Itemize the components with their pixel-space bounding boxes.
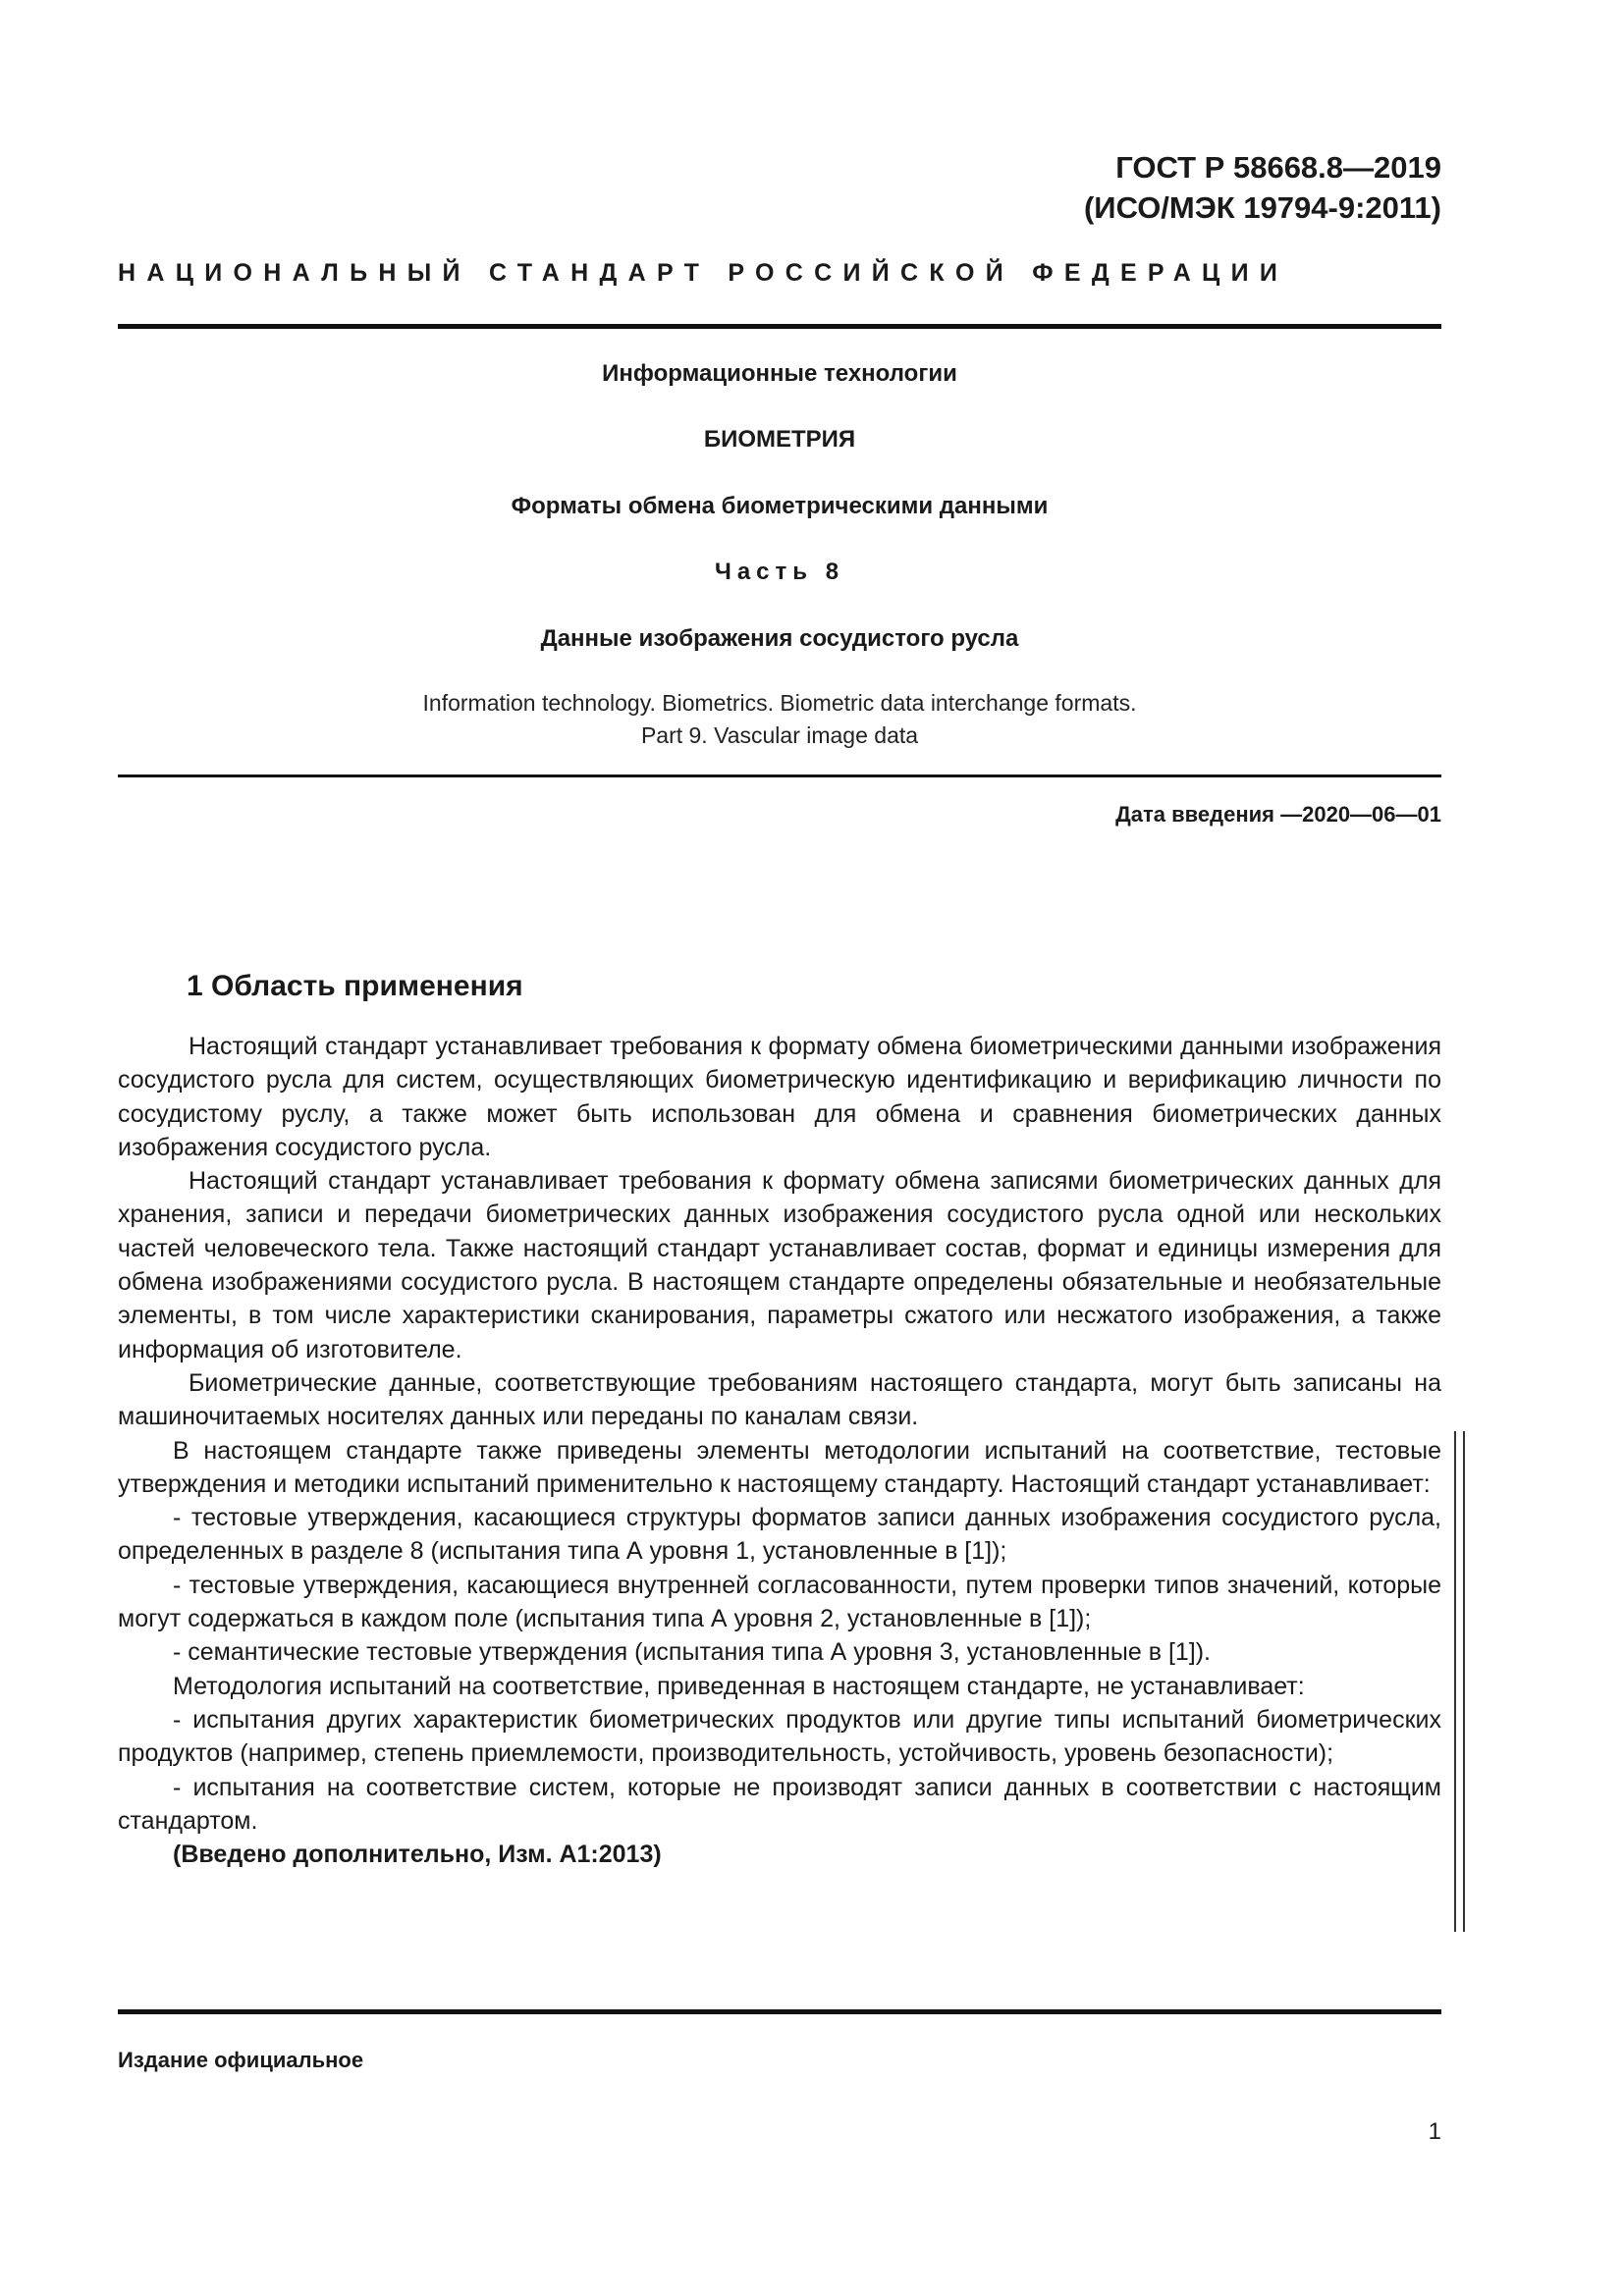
amendment-note: (Введено дополнительно, Изм. А1:2013) [173,1841,662,1869]
standard-number: ГОСТ Р 58668.8—2019 [1115,150,1441,185]
english-title-line-2: Part 9. Vascular image data [640,722,919,748]
title-formats: Форматы обмена биометрическими данными [511,493,1049,519]
section-heading: 1 Область применения [187,970,523,1002]
english-title [118,687,1441,752]
paragraph: Биометрические данные, соответствующие требованиям настоящего стандарта, могут быть записаны на машиночитаемых носителях данных или переданы по каналам связи. [118,1368,1441,1431]
page-number: 1 [1428,2118,1441,2145]
footer-divider [118,2009,1441,2014]
title-vascular: Данные изображения сосудистого русла [540,625,1019,652]
amendment-change-bar [1454,1431,1465,1932]
list-item: - семантические тестовые утверждения (испытания типа А уровня 3, установленные в [1]). [173,1638,1212,1667]
title-divider [118,774,1441,777]
standard-number-block [852,147,1441,228]
iso-reference: (ИСО/МЭК 19794-9:2011) [1083,190,1441,225]
list-item: - испытания других характеристик биометрических продуктов или другие типы испытаний биометрических продуктов (например, степень приемлемости, производительность, устойчивость, уровень безопасности); [118,1705,1441,1768]
paragraph: В настоящем стандарте также приведены элементы методологии испытаний на соответствие, тестовые утверждения и методики испытаний применительно к настоящему стандарту. Настоящий стандарт устанавливает: [118,1436,1441,1498]
list-item: - испытания на соответствие систем, которые не производят записи данных в соответствии с настоящим стандартом. [118,1773,1441,1835]
paragraph: Настоящий стандарт устанавливает требования к формату обмена записями биометрических данных для хранения, записи и передачи биометрических данных изображения сосудистого русла одной или нескольких частей человеческого тела. Также настоящий стандарт устанавливает состав, формат и единицы измерения для обмена изображениями сосудистого русла. В настоящем стандарте определены обязательные и необязательные элементы, в том числе характеристики сканирования, параметры сжатого или несжатого изображения, а также информация об изготовителе. [118,1167,1441,1363]
paragraph: Настоящий стандарт устанавливает требования к формату обмена биометрическими данными изображения сосудистого русла для систем, осуществляющих биометрическую идентификацию и верификацию личности по сосудистому руслу, а также может быть использован для обмена и сравнения биометрических данных изображения сосудистого русла. [118,1033,1441,1161]
title-biometrics: БИОМЕТРИЯ [703,426,856,453]
title-line-3 [118,493,1441,520]
header-divider [118,324,1441,329]
title-line-1 [118,360,1441,388]
title-part [118,559,1441,586]
list-item: - тестовые утверждения, касающиеся внутренней согласованности, путем проверки типов значений, которые могут содержаться в каждом поле (испытания типа А уровня 2, установленные в [1]); [118,1571,1441,1633]
introduction-date: Дата введения —2020—06—01 [1115,802,1441,827]
title-part-number: Часть 8 [714,559,845,585]
english-title-line-1: Information technology. Biometrics. Biometric data interchange formats. [422,690,1137,716]
list-item: - тестовые утверждения, касающиеся структуры форматов записи данных изображения сосудистого русла, определенных в разделе 8 (испытания типа А уровня 1, установленные в [1]); [118,1504,1441,1566]
section-body [118,1030,1441,1871]
paragraph: Методология испытаний на соответствие, приведенная в настоящем стандарте, не устанавливает: [173,1672,1305,1700]
title-subtitle [118,625,1441,653]
title-line-2 [118,426,1441,454]
official-edition-label: Издание официальное [118,2048,364,2072]
national-standard-banner: НАЦИОНАЛЬНЫЙ СТАНДАРТ РОССИЙСКОЙ ФЕДЕРАЦИИ [118,259,1289,287]
title-it: Информационные технологии [602,360,957,387]
